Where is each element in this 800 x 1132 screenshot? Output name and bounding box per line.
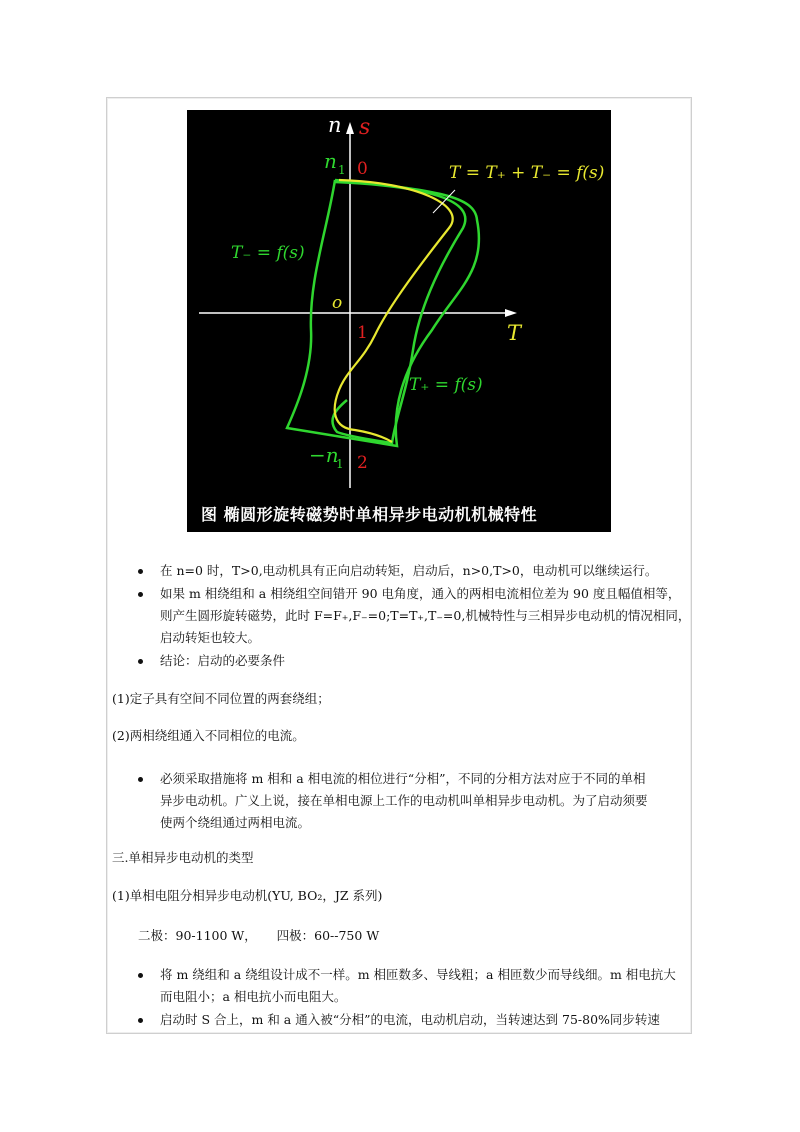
zero-top-label: 0 [357, 159, 368, 179]
mechanical-characteristic-figure [187, 110, 611, 532]
t-minus-equation: T₋ = f(s) [231, 243, 305, 263]
bullet-6 [138, 1018, 143, 1023]
condition-2: (2)两相绕组通入不同相位的电流。 [112, 728, 305, 743]
n-axis-arrow [346, 122, 354, 134]
n1-top-label: n [324, 149, 337, 173]
one-label: 1 [357, 323, 368, 343]
neg-n1-label: −n [309, 443, 339, 467]
characteristic-plot [187, 110, 611, 498]
bullet-text-4-line3: 使两个绕组通过两相电流。 [160, 815, 311, 830]
origin-label: o [332, 293, 343, 313]
bullet-text-5-line2: 而电阻小；a 相电抗小而电阻大。 [160, 989, 347, 1004]
bullet-text-4-line1: 必须采取措施将 m 相和 a 相电流的相位进行“分相”，不同的分相方法对应于不同的单相 [160, 771, 646, 786]
bullet-3 [138, 659, 143, 664]
total-torque-equation: T = T₊ + T₋ = f(s) [449, 163, 605, 183]
motor-type-1: (1)单相电阻分相异步电动机(YU, BO₂，JZ 系列) [112, 888, 383, 903]
bullet-text-1: 在 n=0 时，T>0,电动机具有正向启动转矩，启动后，n>0,T>0，电动机可以继续运行。 [160, 563, 658, 578]
bullet-text-5-line1: 将 m 绕组和 a 绕组设计成不一样。m 相匝数多、导线粗；a 相匝数少而导线细。m 相电抗大 [160, 967, 676, 982]
bullet-text-2-line1: 如果 m 相绕组和 a 相绕组空间错开 90 电角度，通入的两相电流相位差为 90 度且幅值相等， [160, 586, 681, 601]
bullet-text-3: 结论：启动的必要条件 [160, 653, 286, 668]
bullet-text-6-line1: 启动时 S 合上，m 和 a 通入被“分相”的电流，电动机启动，当转速达到 75-80%同步转速 [160, 1012, 660, 1027]
t-axis-arrow [505, 309, 517, 317]
bullet-5 [138, 973, 143, 978]
t-axis-label: T [507, 321, 522, 345]
two-label: 2 [357, 453, 368, 473]
neg-n1-sub: 1 [336, 457, 344, 471]
bullet-text-4-line2: 异步电动机。广义上说，接在单相电源上工作的电动机叫单相异步电动机。为了启动须要 [160, 793, 648, 808]
n-label: n [328, 113, 342, 137]
bullet-4 [138, 777, 143, 782]
bullet-text-2-line2: 则产生圆形旋转磁势，此时 F=F₊,F₋=0;T=T₊,T₋=0,机械特性与三相异步电动机的情况相同， [160, 608, 691, 623]
section-heading-3: 三.单相异步电动机的类型 [112, 850, 254, 865]
s-label: s [359, 115, 371, 140]
bullet-text-2-line3: 启动转矩也较大。 [160, 630, 261, 645]
t-plus-equation: T₊ = f(s) [409, 375, 483, 395]
power-range: 二极：90-1100 W， 四极：60--750 W [138, 928, 380, 943]
n1-top-sub: 1 [338, 163, 346, 177]
condition-1: (1)定子具有空间不同位置的两套绕组； [112, 691, 330, 706]
figure-caption: 图 椭圆形旋转磁势时单相异步电动机机械特性 [201, 505, 538, 524]
bullet-2 [138, 592, 143, 597]
bullet-1 [138, 569, 143, 574]
yellow-resultant-curve [335, 180, 453, 442]
